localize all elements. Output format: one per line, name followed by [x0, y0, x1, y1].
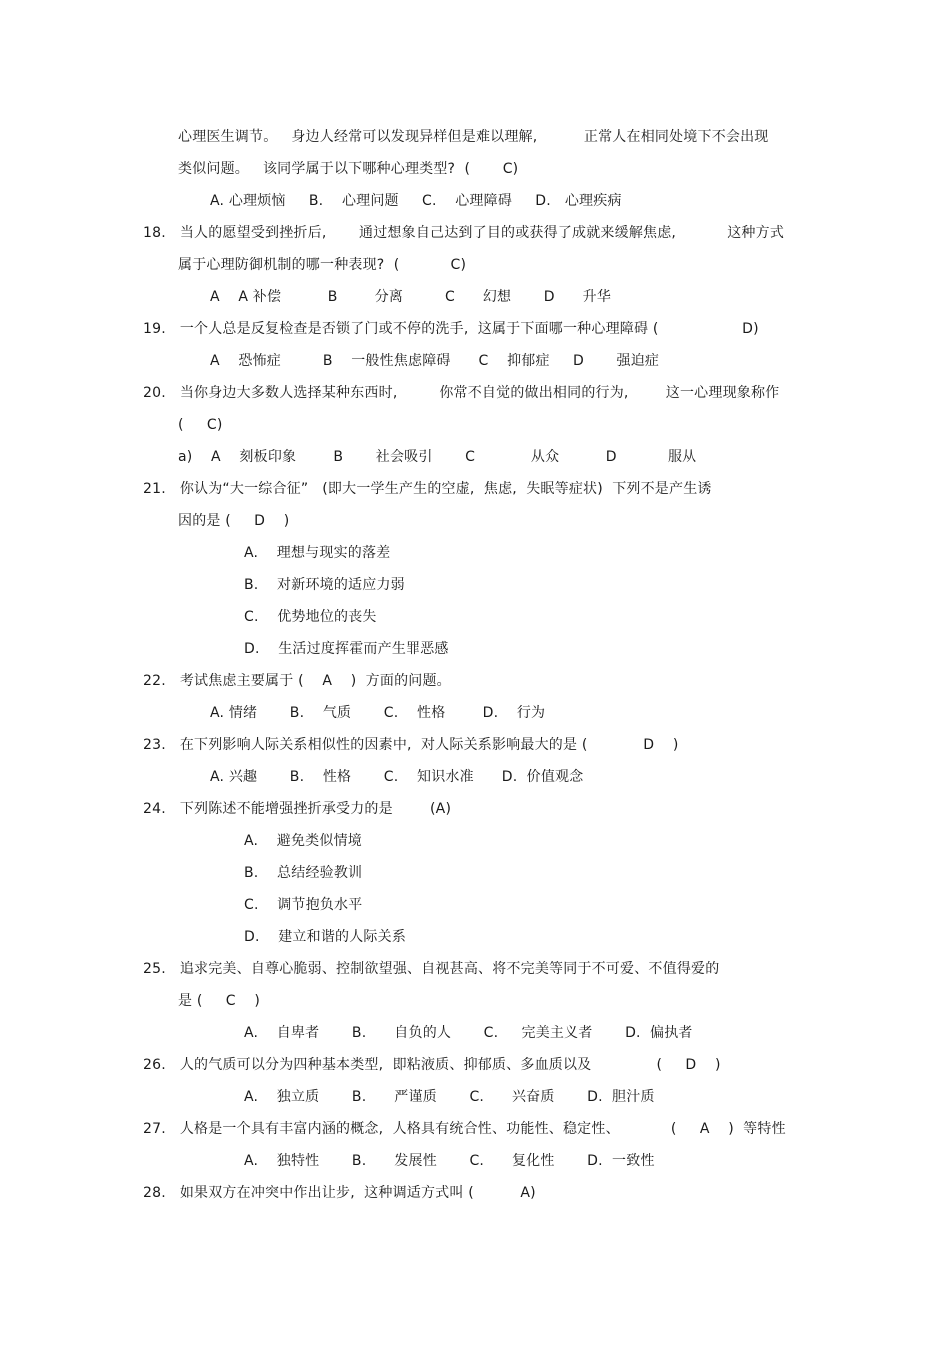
text-line: 21. 你认为“大一综合征” (即大一学生产生的空虚, 焦虑, 失眠等症状) 下列不是产生诱: [143, 481, 712, 497]
text-line: 心理医生调节。 身边人经常可以发现异样但是难以理解, 正常人在相同处境下不会出现: [178, 129, 769, 145]
text-line: B. 总结经验教训: [244, 865, 363, 881]
text-line: 属于心理防御机制的哪一种表现? ( C): [178, 257, 467, 273]
text-line: D. 生活过度挥霍而产生罪恶感: [244, 641, 449, 657]
text-line: 类似问题。 该同学属于以下哪种心理类型? ( C): [178, 161, 519, 177]
text-line: C. 调节抱负水平: [244, 897, 363, 913]
text-line: B. 对新环境的适应力弱: [244, 577, 405, 593]
text-line: 27. 人格是一个具有丰富内涵的概念, 人格具有统合性、功能性、稳定性、 ( A ) 等特性: [143, 1121, 786, 1137]
text-line: A. 理想与现实的落差: [244, 545, 391, 561]
text-line: 18. 当人的愿望受到挫折后, 通过想象自己达到了目的或获得了成就来缓解焦虑, 这种方式: [143, 225, 785, 241]
text-line: A. 自卑者 B. 自负的人 C. 完美主义者 D. 偏执者: [244, 1025, 693, 1041]
text-line: 26. 人的气质可以分为四种基本类型, 即粘液质、抑郁质、多血质以及 ( D ): [143, 1057, 721, 1073]
text-line: 因的是 ( D ): [178, 513, 290, 529]
text-line: A. 避免类似情境: [244, 833, 362, 849]
text-line: 20. 当你身边大多数人选择某种东西时, 你常不自觉的做出相同的行为, 这一心理现象称作: [143, 385, 780, 401]
text-line: 23. 在下列影响人际关系相似性的因素中, 对人际关系影响最大的是 ( D ): [143, 737, 679, 753]
text-line: A. 兴趣 B. 性格 C. 知识水准 D. 价值观念: [210, 769, 584, 785]
text-line: 22. 考试焦虑主要属于 ( A ) 方面的问题。: [143, 673, 451, 689]
text-line: ( C): [178, 417, 223, 433]
text-line: 是 ( C ): [178, 993, 261, 1009]
text-line: 25. 追求完美、自尊心脆弱、控制欲望强、自视甚高、将不完美等同于不可爱、不值得爱的: [143, 961, 720, 977]
text-line: 28. 如果双方在冲突中作出让步, 这种调适方式叫 ( A): [143, 1185, 536, 1201]
text-line: A. 独立质 B. 严谨质 C. 兴奋质 D. 胆汁质: [244, 1089, 655, 1105]
text-line: A. 独特性 B. 发展性 C. 复化性 D. 一致性: [244, 1153, 655, 1169]
text-line: A. 心理烦恼 B. 心理问题 C. 心理障碍 D. 心理疾病: [210, 193, 622, 209]
text-line: D. 建立和谐的人际关系: [244, 929, 407, 945]
text-line: a) A 刻板印象 B 社会吸引 C 从众 D 服从: [178, 449, 697, 465]
text-line: A 恐怖症 B 一般性焦虑障碍 C 抑郁症 D 强迫症: [210, 353, 660, 369]
text-line: C. 优势地位的丧失: [244, 609, 377, 625]
text-line: A. 情绪 B. 气质 C. 性格 D. 行为: [210, 705, 546, 721]
text-line: 19. 一个人总是反复检查是否锁了门或不停的洗手, 这属于下面哪一种心理障碍 ( D): [143, 321, 759, 337]
text-line: A A 补偿 B 分离 C 幻想 D 升华: [210, 289, 612, 305]
text-line: 24. 下列陈述不能增强挫折承受力的是 (A): [143, 801, 452, 817]
